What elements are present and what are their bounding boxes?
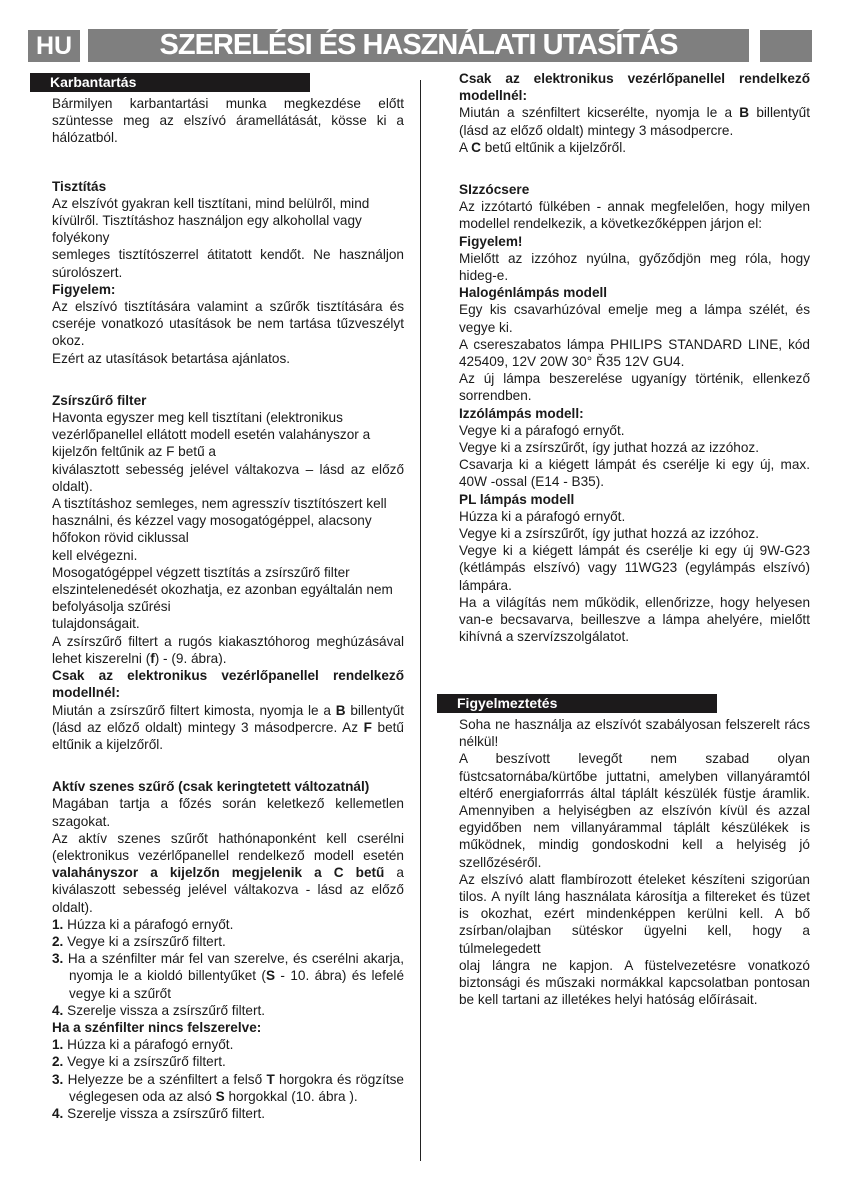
electronic-heading: Csak az elektronikus vezérlőpanellel rendelkező modellnél:	[459, 71, 810, 104]
list-item: Ha a világítás nem működik, ellenőrizze, hogy helyesen van-e becsavarva, beilleszve a lámpa ahelyére, mielőtt kihívná a szervízszolgálatot.	[459, 594, 810, 645]
warnings-p1: Soha ne használja az elszívót szabályosan felszerelt rács nélkül!	[459, 717, 810, 750]
bulb-p2: Mielőtt az izzóhoz nyúlna, győződjön meg róla, hogy hideg-e.	[459, 250, 810, 284]
cleaning-heading: Tisztítás	[52, 178, 107, 194]
language-badge: HU	[28, 30, 80, 62]
section-heading-maintenance: Karbantartás	[30, 73, 310, 92]
section-heading-warnings: Figyelmeztetés	[437, 694, 717, 713]
grease-p2: kiválasztott sebesség jelével váltakozva – lásd az előző oldalt).	[52, 461, 404, 494]
grease-p7: A zsírszűrő filtert a rugós kiakasztóhorog meghúzásával lehet kiszerelni (f) - (9. ábra).	[52, 633, 404, 666]
list-item: 3. Ha a szénfilter már fel van szerelve, és cserélni akarja, nyomja le a kioldó billentyűket (S - 10. ábra) és lefelé vegye ki a szűrőt	[52, 951, 404, 1001]
header-decor-block	[760, 30, 812, 62]
halogen-heading: Halogénlámpás modell	[459, 285, 608, 301]
column-divider	[420, 80, 421, 1161]
grease-electronic-heading: Csak az elektronikus vezérlőpanellel rendelkező modellnél:	[52, 668, 404, 701]
list-item: 2. Vegye ki a zsírszűrő filtert.	[52, 1054, 226, 1070]
right-column	[459, 70, 810, 646]
halogen-p3: Az új lámpa beszerelése ugyanígy történik, ellenkező sorrendben.	[459, 371, 810, 404]
grease-filter-heading: Zsírszűrő filter	[52, 392, 147, 408]
page-title: SZERELÉSI ÉS HASZNÁLATI UTASÍTÁS	[88, 29, 749, 62]
cleaning-warning-heading: Figyelem:	[52, 281, 116, 297]
bulb-p1: Az izzótartó fülkében - annak megfelelően, hogy milyen modellel rendelkezik, a következőképpen járjon el:	[459, 199, 810, 232]
list-item: Húzza ki a párafogó ernyőt.	[459, 508, 626, 524]
left-column	[52, 95, 404, 1122]
carbon-not-installed-heading: Ha a szénfilter nincs felszerelve:	[52, 1019, 262, 1035]
list-item: 4. Szerelje vissza a zsírszűrő filtert.	[52, 1105, 266, 1121]
list-item: Vegye ki a zsírszűrőt, így juthat hozzá az izzóhoz.	[459, 526, 759, 542]
carbon-p1: Magában tartja a főzés során keletkező kellemetlen szagokat.	[52, 796, 404, 829]
cleaning-p3: Az elszívó tisztítására valamint a szűrők tisztítására és cseréje vonatkozó utasítások be nem tartása tűzveszélyt okoz.	[52, 299, 404, 349]
carbon-p2: Az aktív szenes szűrőt hathónaponként kell cserélni (elektronikus vezérlőpanellel rendelkező modell esetén valahányszor a kijelzőn megjelenik a C betű a kiválaszott sebesség jelével váltakozva - lásd az előző oldalt).	[52, 830, 404, 915]
incandescent-heading: Izzólámpás modell:	[459, 405, 584, 421]
grease-p6: tulajdonságait.	[52, 616, 140, 632]
list-item: 3. Helyezze be a szénfiltert a felső T horgokra és rögzítse véglegesen oda az alsó S horgokkal (10. ábra ).	[52, 1071, 404, 1104]
bulb-heading: SIzzócsere	[459, 182, 530, 198]
pl-heading: PL lámpás modell	[459, 491, 575, 507]
list-item: 1. Húzza ki a párafogó ernyőt.	[52, 916, 234, 932]
warnings-column	[459, 716, 810, 1008]
warnings-p2: A beszívott levegőt nem szabad olyan füstcsatornába/kürtőbe juttatni, amelyben villanyáramtól eltérő energiaforrrás által táplált készülék füstje áramlik. Amennyiben a helyiségben az elszívón kívül és azzal egyidőben nem villanyárammal táplált készülékek is működnek, mindig gondoskodni kell a helyiség jó szellőzéséről.	[459, 751, 810, 870]
list-item: Csavarja ki a kiégett lámpát és cserélje ki egy új, max. 40W -ossal (E14 - B35).	[459, 457, 810, 490]
list-item: Vegye ki a kiégett lámpát és cserélje ki egy új 9W-G23 (kétlámpás elszívó) vagy 11WG23 (egylámpás elszívó) lámpára.	[459, 543, 810, 593]
grease-p8: Miután a zsírszűrő filtert kimosta, nyomja le a B billentyűt (lásd az előző oldalt) mintegy 3 másodpercre. Az F betű eltűnik a kijelzőről.	[52, 702, 404, 752]
list-item: 1. Húzza ki a párafogó ernyőt.	[52, 1037, 234, 1053]
grease-p1: Havonta egyszer meg kell tisztítani (elektronikus vezérlőpanellel ellátott modell esetén valahányszor a kijelzőn feltűnik az F betű a	[52, 410, 371, 460]
grease-p5: Mosogatógéppel végzett tisztítás a zsírszűrő filter elszintelenedését okozhatja, ez azonban egyáltalán nem befolyásolja szűrési	[52, 564, 393, 615]
electronic-p1: Miután a szénfiltert kicserélte, nyomja le a B billentyűt (lásd az előző oldalt) mintegy 3 másodpercre.	[459, 105, 811, 138]
list-item: 2. Vegye ki a zsírszűrő filtert.	[52, 933, 226, 949]
halogen-p1: Egy kis csavarhúzóval emelje meg a lámpa szélét, és vegye ki.	[459, 302, 810, 335]
electronic-p2: A C betű eltűnik a kijelzőről.	[459, 139, 626, 155]
warnings-p4: olaj lángra ne kapjon. A füstelvezetésre vonatkozó biztonsági és műszaki normákkal kapcsolatban pontosan be kell tartani az illetékes helyi hatóság előírásait.	[459, 957, 810, 1008]
cleaning-p4: Ezért az utasítások betartása ajánlatos.	[52, 350, 291, 366]
grease-p3: A tisztításhoz semleges, nem agresszív tisztítószert kell használni, és kézzel vagy mosogatógéppel, alacsony hőfokon rövid ciklussal	[52, 496, 387, 546]
halogen-p2: A csereszabatos lámpa PHILIPS STANDARD LINE, kód 425409, 12V 20W 30° Ř35 12V GU4.	[459, 336, 810, 370]
cleaning-p2: semleges tisztítószerrel átitatott kendőt. Ne használjon súrolószert.	[52, 247, 404, 280]
carbon-filter-heading: Aktív szenes szűrő (csak keringtetett változatnál)	[52, 779, 370, 795]
list-item: 4. Szerelje vissza a zsírszűrő filtert.	[52, 1002, 266, 1018]
bulb-warning-heading: Figyelem!	[459, 233, 523, 249]
warnings-p3: Az elszívó alatt flambírozott ételeket készíteni szigorúan tilos. A nyílt láng használata károsítja a filtereket és tüzet is okozhat, ezért mindenképpen kerülni kell. A bő zsírban/olajban sütéskor ügyelni kell, hogy a túlmelegedett	[459, 871, 810, 956]
grease-p4: kell elvégezni.	[52, 547, 138, 563]
list-item: Vegye ki a zsírszűrőt, így juthat hozzá az izzóhoz.	[459, 440, 759, 456]
maintenance-intro: Bármilyen karbantartási munka megkezdése előtt szüntesse meg az elszívó áramellátását, kösse ki a hálózatból.	[52, 96, 404, 146]
list-item: Vegye ki a párafogó ernyőt.	[459, 422, 625, 438]
cleaning-p1: Az elszívót gyakran kell tisztítani, mind belülről, mind kívülről. Tisztításhoz használjon egy alkohollal vagy folyékony	[52, 195, 370, 246]
